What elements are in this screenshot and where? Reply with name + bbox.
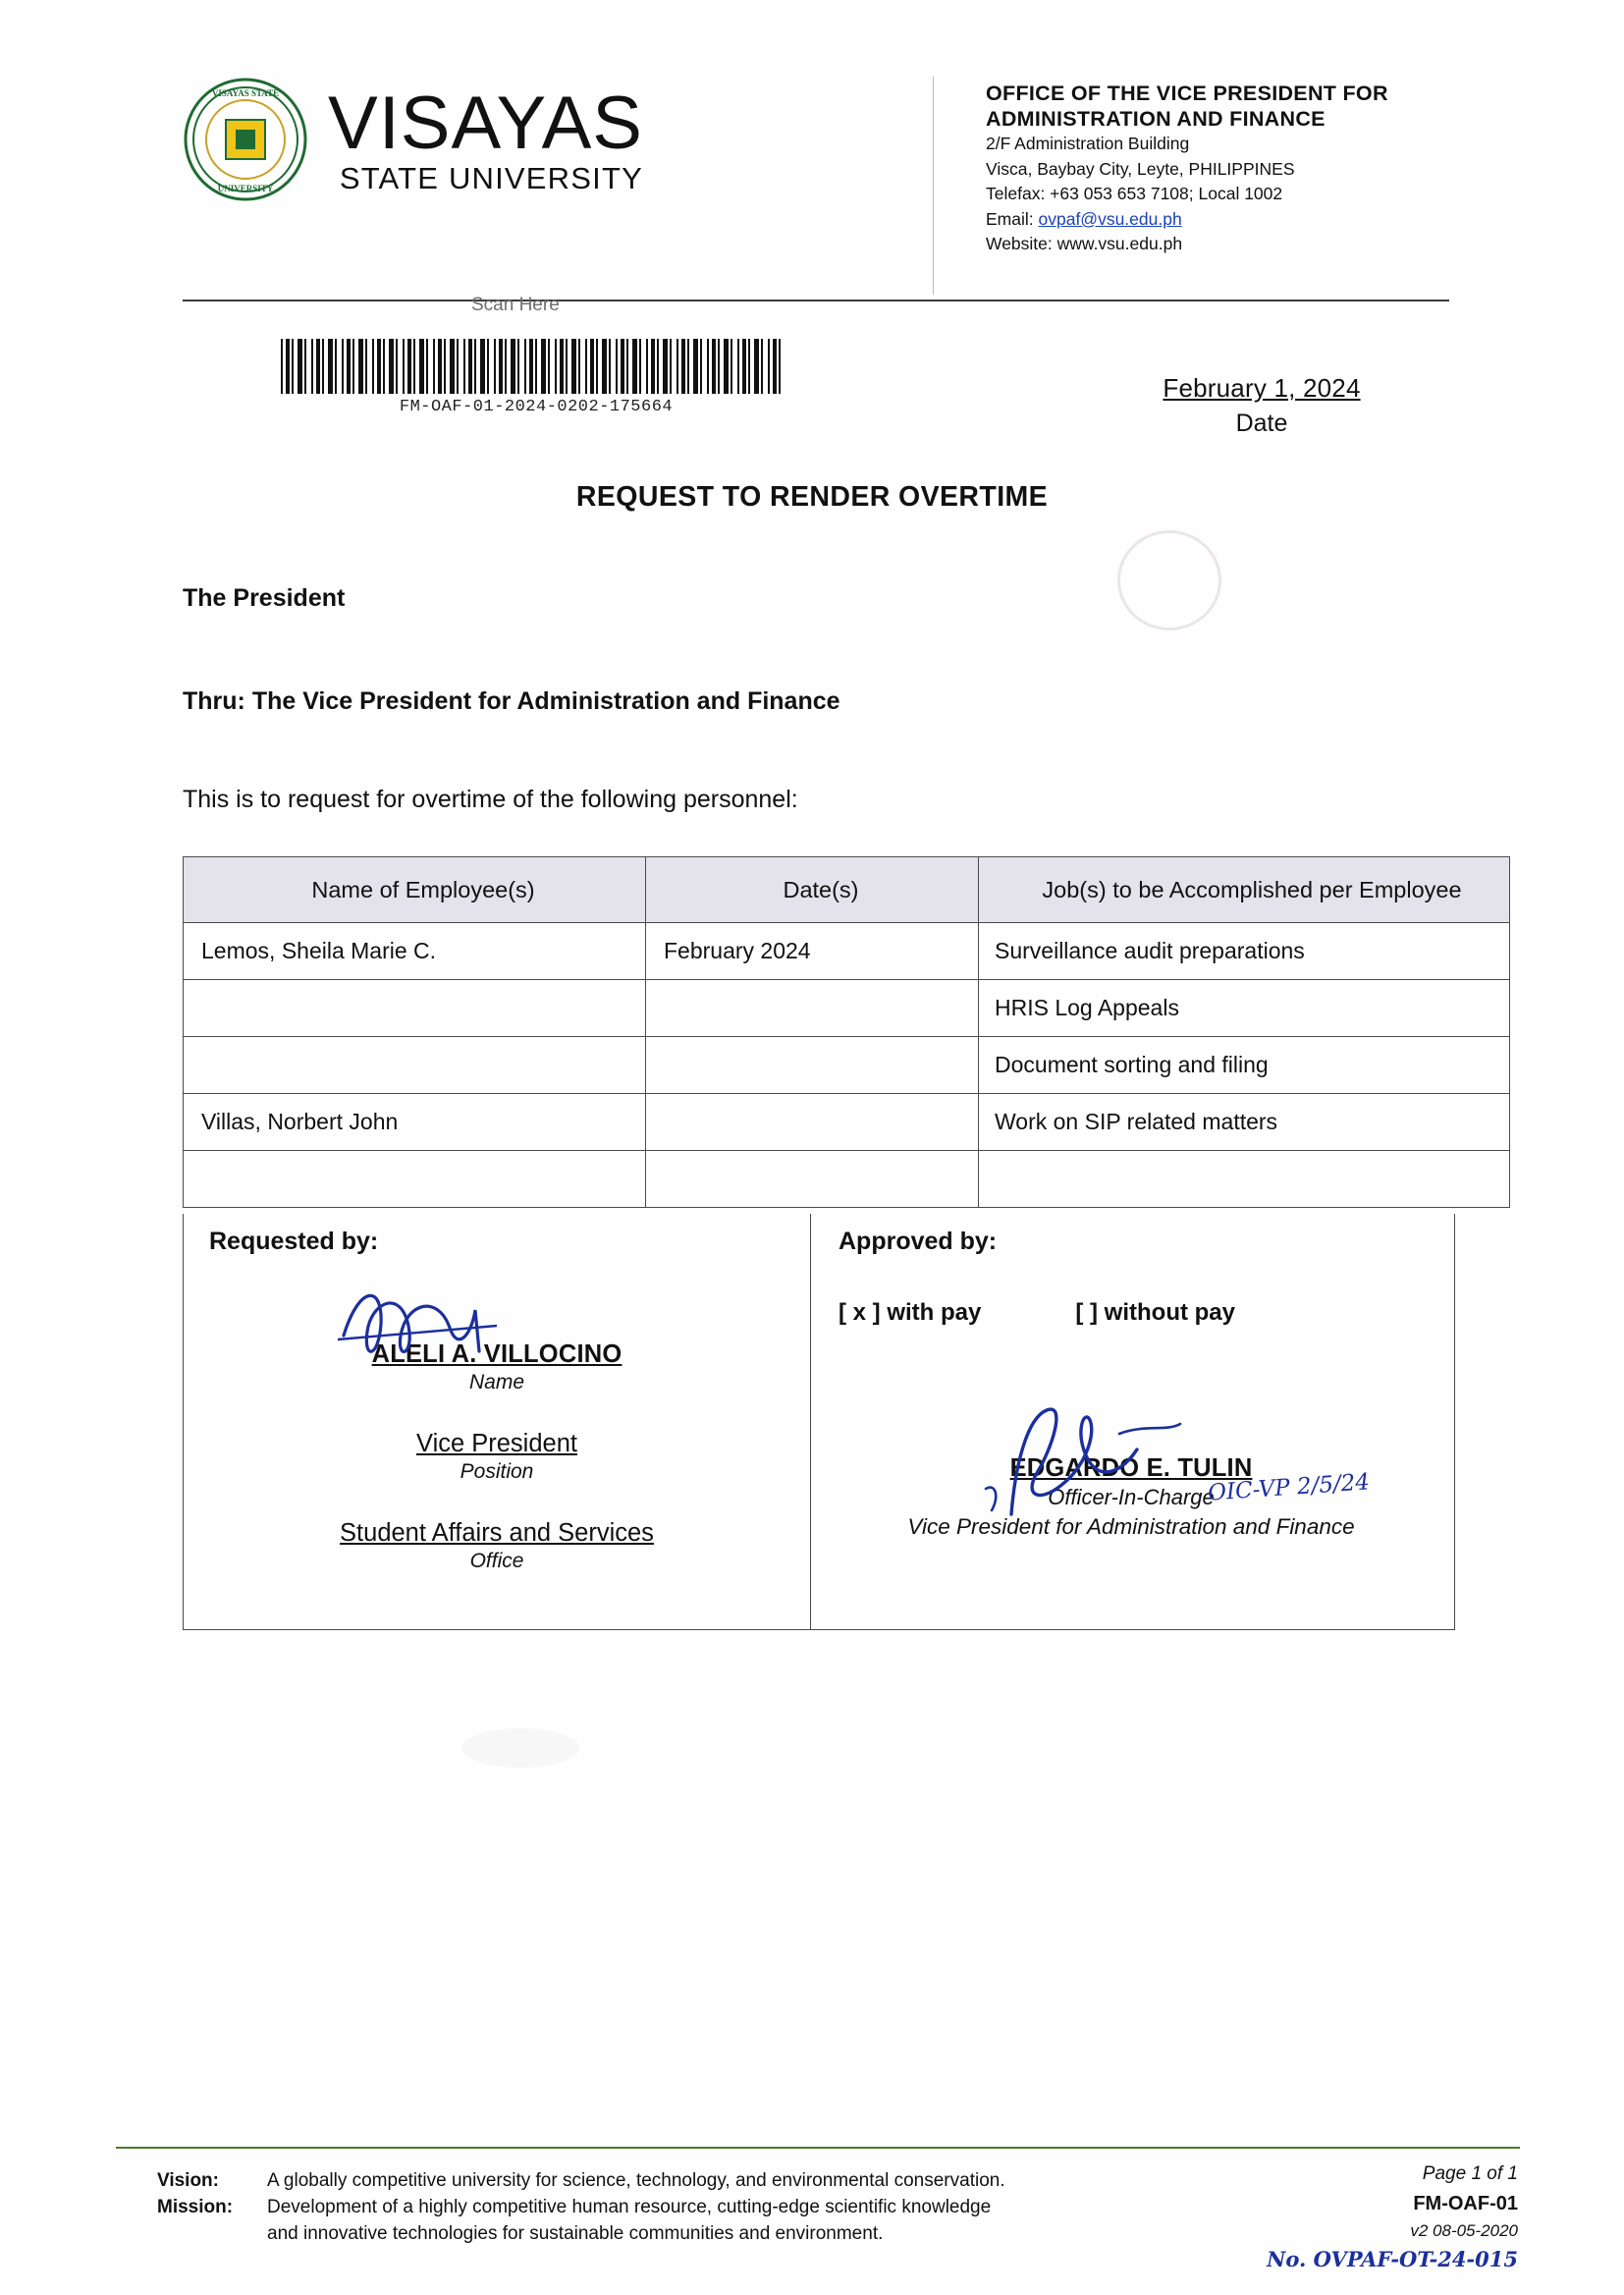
table-row (184, 1037, 1510, 1094)
svg-text:VISAYAS STATE: VISAYAS STATE (211, 88, 280, 98)
requested-by-block (197, 1228, 796, 1573)
office-email-label: Email: (986, 208, 1034, 229)
page-title: REQUEST TO RENDER OVERTIME (575, 481, 1049, 513)
office-email-link[interactable]: ovpaf@vsu.edu.ph (1038, 208, 1182, 229)
svg-text:UNIVERSITY: UNIVERSITY (217, 184, 274, 193)
column-header-dates: Date(s) (646, 857, 979, 923)
requested-by-label: Requested by: (209, 1228, 379, 1255)
requester-name-label: Name (468, 1371, 525, 1393)
letterhead (183, 77, 1449, 256)
table-row (184, 923, 1510, 980)
mission-text-line1: Development of a highly competitive human resource, cutting-edge scientific knowledge (267, 2196, 992, 2217)
office-title-line2: ADMINISTRATION AND FINANCE (986, 107, 1326, 132)
signature-section (183, 1214, 1455, 1630)
cell-job (979, 1151, 1510, 1208)
requester-office-label: Office (469, 1550, 524, 1572)
vision-text: A globally competitive university for science, technology, and environmental conservation. (267, 2170, 1005, 2191)
cell-date (646, 1037, 979, 1094)
footer-meta (1194, 2160, 1518, 2243)
footer-rule (116, 2147, 1520, 2149)
university-logo-block (183, 77, 929, 202)
footer-labels (157, 2168, 267, 2248)
column-header-name: Name of Employee(s) (184, 857, 646, 923)
office-address-line1: 2/F Administration Building (986, 134, 1190, 154)
university-seal-icon (183, 77, 308, 202)
university-wordmark (328, 81, 643, 195)
requester-office: Student Affairs and Services (340, 1519, 654, 1547)
table-row (184, 1094, 1510, 1151)
column-header-jobs: Job(s) to be Accomplished per Employee (979, 857, 1510, 923)
cell-employee-name: Villas, Norbert John (184, 1094, 646, 1151)
approver-annotation: OIC-VP 2/5/24 (1207, 1469, 1371, 1506)
cell-job: Document sorting and filing (979, 1037, 1510, 1094)
scan-smudge (461, 1728, 579, 1768)
table-header-row (184, 857, 1510, 923)
table-row (184, 980, 1510, 1037)
cell-employee-name (184, 1037, 646, 1094)
cell-employee-name: Lemos, Sheila Marie C. (184, 923, 646, 980)
date-label: Date (1235, 410, 1288, 437)
footer-vision-mission (157, 2168, 1218, 2248)
office-website: Website: www.vsu.edu.ph (986, 233, 1183, 253)
scan-here-label: Scan Here (471, 295, 560, 315)
cell-date (646, 1151, 979, 1208)
with-pay-checkbox[interactable]: [ x ] with pay (839, 1299, 982, 1326)
approver-role: Officer-In-Charge (1048, 1485, 1215, 1509)
office-telefax: Telefax: +63 053 653 7108; Local 1002 (986, 184, 1283, 204)
cell-job: HRIS Log Appeals (979, 980, 1510, 1037)
approved-by-label: Approved by: (839, 1228, 998, 1255)
office-info (986, 77, 1388, 256)
overtime-table (183, 856, 1510, 1208)
requester-name: ALELI A. VILLOCINO (371, 1340, 623, 1368)
cell-job: Surveillance audit preparations (979, 923, 1510, 980)
page-number: Page 1 of 1 (1422, 2163, 1518, 2184)
office-address-line2: Visca, Baybay City, Leyte, PHILIPPINES (986, 158, 1295, 179)
scan-smudge (1117, 530, 1221, 630)
approver-name: EDGARDO E. TULIN (1009, 1454, 1253, 1482)
table-row (184, 1151, 1510, 1208)
vision-label: Vision: (157, 2170, 219, 2191)
cell-job: Work on SIP related matters (979, 1094, 1510, 1151)
barcode-image (281, 339, 782, 394)
handwritten-control-number: No. OVPAF-OT-24-015 (1267, 2247, 1518, 2271)
cell-date (646, 980, 979, 1037)
letterhead-divider (933, 77, 934, 295)
mission-label: Mission: (157, 2196, 234, 2217)
university-name-small: STATE UNIVERSITY (339, 160, 643, 195)
university-name-big: VISAYAS (328, 81, 643, 165)
requester-position-label: Position (460, 1460, 534, 1483)
cell-date (646, 1094, 979, 1151)
addressee: The President (183, 584, 346, 612)
cell-employee-name (184, 1151, 646, 1208)
cell-employee-name (184, 980, 646, 1037)
approved-by-block (827, 1228, 1435, 1540)
cell-date: February 2024 (646, 923, 979, 980)
letterhead-rule (183, 300, 1449, 301)
date-value: February 1, 2024 (1163, 373, 1361, 403)
footer-texts (267, 2168, 1005, 2248)
office-email-row (986, 207, 1388, 232)
form-version: v2 08-05-2020 (1410, 2220, 1518, 2240)
thru-line: Thru: The Vice President for Administration and Finance (183, 687, 840, 715)
date-block (1100, 373, 1424, 438)
pay-options (839, 1299, 1435, 1327)
barcode-block (281, 339, 791, 416)
without-pay-checkbox[interactable]: [ ] without pay (1075, 1299, 1236, 1326)
form-code: FM-OAF-01 (1413, 2192, 1518, 2214)
mission-text-line2: and innovative technologies for sustainable communities and environment. (267, 2222, 884, 2244)
requester-position: Vice President (416, 1430, 577, 1457)
office-title-line1: OFFICE OF THE VICE PRESIDENT FOR (986, 82, 1388, 105)
signature-divider (810, 1214, 811, 1630)
intro-text: This is to request for overtime of the following personnel: (183, 786, 798, 813)
barcode-number: FM-OAF-01-2024-0202-175664 (399, 398, 674, 416)
approver-unit: Vice President for Administration and Finance (907, 1514, 1355, 1539)
